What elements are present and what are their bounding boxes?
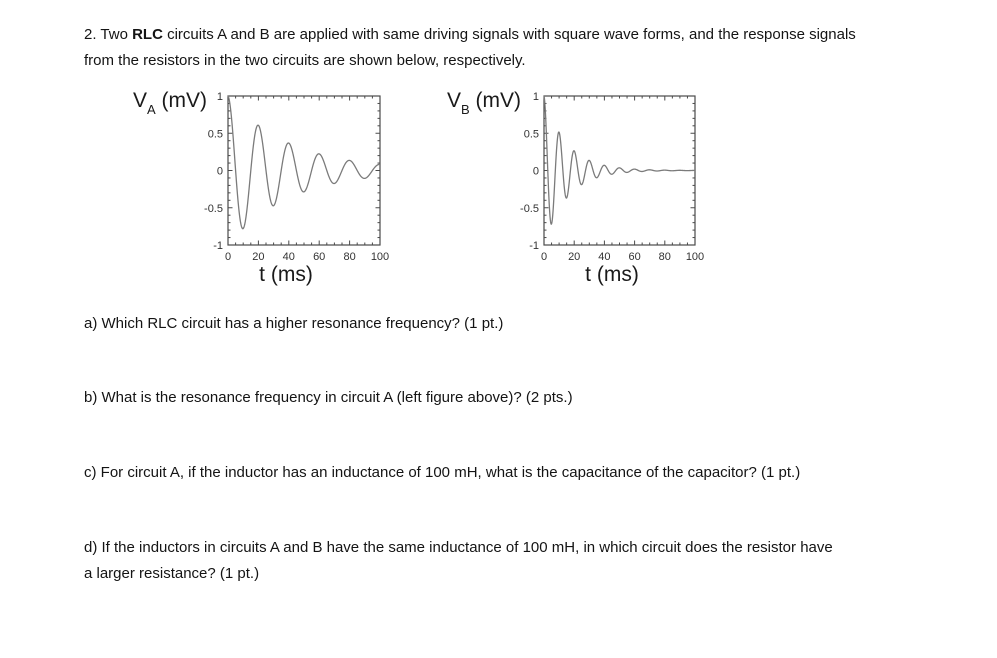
- figure-circuit-a: [130, 85, 405, 297]
- question-d-line-2: a larger resistance? (1 pt.): [84, 565, 260, 582]
- chart-b-xlabel: t (ms): [585, 263, 639, 286]
- y-tick-label: -1: [529, 240, 539, 252]
- y-tick-label: 1: [216, 91, 223, 103]
- y-tick-label: 0.5: [523, 128, 539, 141]
- y-tick-label: 0: [216, 165, 223, 178]
- x-tick-label: 40: [282, 251, 295, 263]
- x-tick-label: 80: [658, 251, 671, 263]
- chart-a-ylabel: $V_A$ (mV): [133, 89, 208, 118]
- chart-a-xlabel: t (ms): [259, 263, 313, 286]
- y-tick-label: 0: [532, 165, 539, 178]
- x-tick-label: 60: [313, 251, 326, 263]
- x-tick-label: 100: [685, 251, 705, 263]
- question-d: [84, 535, 833, 587]
- chart-b-plot: [440, 85, 715, 280]
- question-b-line-1: b) What is the resonance frequency in circuit A (left figure above)? (2 pts.): [84, 389, 573, 406]
- question-a: [84, 311, 503, 337]
- x-tick-label: 40: [598, 251, 611, 263]
- chart-b-ylabel: $V_B$ (mV): [447, 89, 522, 118]
- x-tick-label: 0: [540, 251, 548, 263]
- intro-line-2: from the resistors in the two circuits are shown below, respectively.: [84, 52, 526, 69]
- x-tick-label: 60: [628, 251, 641, 263]
- question-a-line-1: a) Which RLC circuit has a higher resonance frequency? (1 pt.): [84, 315, 504, 332]
- y-tick-label: -0.5: [204, 202, 223, 215]
- y-tick-label: -1: [213, 240, 223, 252]
- intro-line-1: 2. Two RLC circuits A and B are applied with same driving signals with square wave forms, and the response signals: [84, 26, 856, 43]
- question-b: [84, 385, 573, 411]
- figure-circuit-b: [440, 85, 715, 297]
- bold-term-rlc: RLC: [132, 26, 163, 43]
- x-tick-label: 100: [370, 251, 390, 263]
- chart-a-plot: [130, 85, 405, 280]
- y-tick-label: 1: [532, 91, 539, 103]
- signal-curve: [544, 96, 695, 224]
- question-c: [84, 460, 800, 486]
- question-c-line-1: c) For circuit A, if the inductor has an inductance of 100 mH, what is the capacitance of the capacitor? (1 pt.): [84, 464, 801, 481]
- x-tick-label: 20: [568, 251, 581, 263]
- signal-curve: [228, 96, 380, 229]
- x-tick-label: 80: [343, 251, 356, 263]
- question-d-line-1: d) If the inductors in circuits A and B have the same inductance of 100 mH, in which circuit does the resistor have: [84, 539, 833, 556]
- y-tick-label: -0.5: [520, 202, 539, 215]
- x-tick-label: 20: [252, 251, 265, 263]
- y-tick-label: 0.5: [207, 128, 223, 141]
- x-tick-label: 0: [224, 251, 232, 263]
- problem-intro: [84, 22, 856, 74]
